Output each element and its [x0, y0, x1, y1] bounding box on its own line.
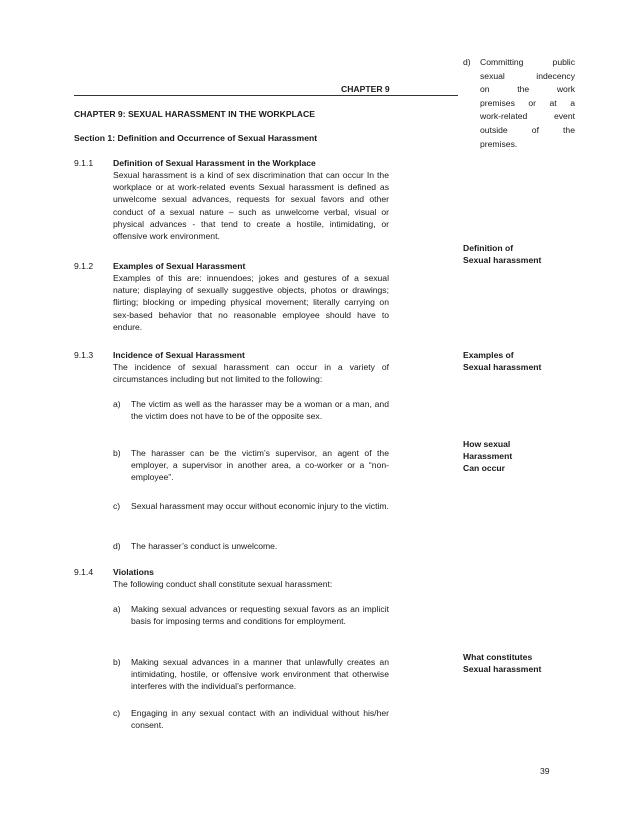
sidebar-item-d-label: d): [463, 57, 471, 67]
margin-note-how: [463, 438, 573, 475]
list-item: [113, 603, 389, 643]
section-number: 9.1.4: [74, 567, 94, 577]
list-item: [113, 656, 389, 696]
margin-note-line: Can occur: [463, 463, 506, 474]
list-item-label: b): [113, 657, 121, 667]
section-heading: Incidence of Sexual Harassment: [113, 350, 245, 360]
section-number: 9.1.2: [74, 261, 94, 271]
list-item-text: Making sexual advances or requesting sexual favors as an implicit basis for imposing terms and conditions for employment.: [131, 604, 389, 627]
section-heading: Examples of Sexual Harassment: [113, 261, 246, 271]
list-item-label: b): [113, 448, 121, 458]
sidebar-line: premises.: [480, 138, 518, 149]
list-item: [113, 447, 389, 487]
margin-note-line: Examples of: [463, 350, 514, 360]
section-title: Section 1: Definition and Occurrence of Sexual Harassment: [74, 133, 318, 143]
sidebar-line: work-related event: [480, 111, 575, 122]
list-item-text: The victim as well as the harasser may be a woman or a man, and the victim does not have to be of the opposite sex.: [131, 399, 389, 422]
margin-note-line: Sexual harassment: [463, 664, 542, 675]
section-body: The incidence of sexual harassment can occur in a variety of circumstances including but not limited to the following:: [113, 362, 389, 385]
list-item: [113, 707, 389, 735]
section-heading: Violations: [113, 567, 154, 577]
chapter-title: CHAPTER 9: SEXUAL HARASSMENT IN THE WORKPLACE: [74, 109, 315, 119]
sidebar-line: sexual indecency: [480, 70, 575, 81]
list-item-label: c): [113, 501, 121, 511]
sidebar-line: premises or at a: [480, 97, 575, 108]
margin-note-examples: [463, 349, 573, 373]
list-item-text: Making sexual advances in a manner that unlawfully creates an intimidating, hostile, or offensive work environment that otherwise interferes with the individual’s performance.: [131, 657, 389, 692]
margin-note-line: Sexual harassment: [463, 255, 542, 266]
section-body: The following conduct shall constitute sexual harassment:: [113, 579, 333, 589]
margin-note-line: Definition of: [463, 243, 514, 253]
list-item: [113, 540, 389, 554]
margin-note-line: What constitutes: [463, 652, 533, 662]
sidebar-line: outside of the: [480, 124, 575, 135]
chapter-label: CHAPTER 9: [341, 84, 390, 94]
margin-note-what: [463, 651, 573, 675]
margin-note-line: Harassment: [463, 451, 513, 462]
list-item-label: d): [113, 541, 121, 551]
list-item-text: Engaging in any sexual contact with an individual without his/her consent.: [131, 708, 389, 731]
sidebar-item-d-text: [480, 56, 575, 151]
margin-note-line: Sexual harassment: [463, 362, 542, 373]
list-item-text: The harasser can be the victim’s supervisor, an agent of the employer, a supervisor in another area, a co-worker or a “non-employee”.: [131, 448, 389, 483]
sidebar-line: on the work: [480, 84, 575, 95]
list-item: [113, 500, 389, 528]
margin-note-definition: [463, 242, 573, 266]
section-number: 9.1.3: [74, 350, 94, 360]
sidebar-item-d: [463, 56, 575, 152]
list-item-label: c): [113, 708, 121, 718]
list-item-label: a): [113, 399, 121, 409]
list-item-text: The harasser’s conduct is unwelcome.: [131, 541, 278, 551]
section-heading: Definition of Sexual Harassment in the Workplace: [113, 158, 316, 168]
section-number: 9.1.1: [74, 158, 94, 168]
margin-note-line: How sexual: [463, 439, 511, 449]
list-item: [113, 398, 389, 438]
section-body: Examples of this are: innuendoes; jokes and gestures of a sexual nature; displaying of sexually suggestive objects, photos or drawings; flirting; blocking or impeding physical movement; literally carrying on sex-based behavior that no reasonable employee should have to endure.: [113, 273, 389, 332]
list-item-text: Sexual harassment may occur without economic injury to the victim.: [131, 501, 389, 511]
section-body: Sexual harassment is a kind of sex discrimination that can occur In the workplace or at work-related events Sexual harassment is defined as unwelcome sexual advances, requests for sexual favors and other conduct of a sexual nature – such as unwelcome verbal, visual or physical advances - that tend to create a hostile, intimidating, or offensive work environment.: [113, 170, 389, 242]
sidebar-line: Committing public: [480, 57, 575, 67]
page-number: 39: [540, 766, 550, 776]
list-item-label: a): [113, 604, 121, 614]
header-rule: [74, 95, 458, 96]
